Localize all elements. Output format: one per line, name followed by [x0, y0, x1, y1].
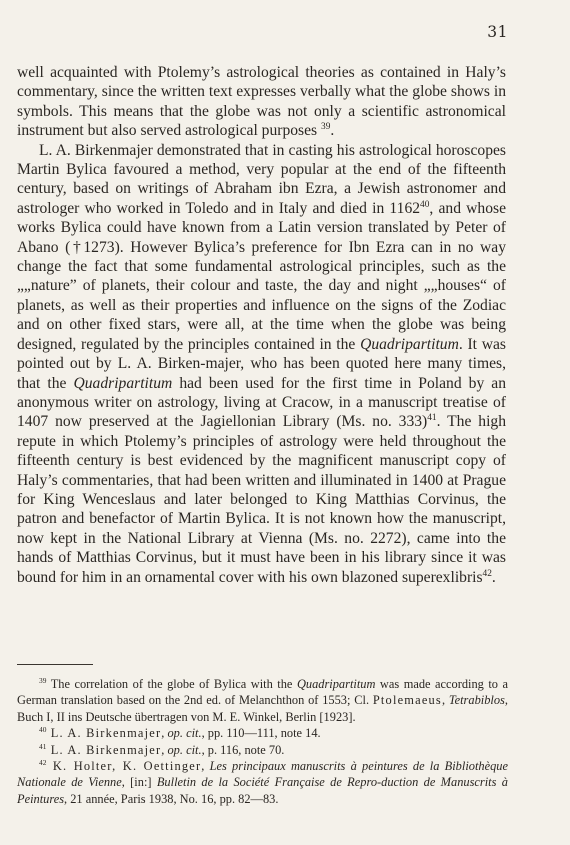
footnote-ref-40[interactable]: 40: [420, 199, 430, 210]
footnote-42: $^{42}$ K. Holter, K. Oettinger, Les principaux manuscrits à peintures de la Bibliothèque Nationale de Vienne, [in:] Bulletin de la Société Française de Repro-duction de Manuscrits à Peintures, 21 année, Paris 1938, No. 16, pp. 82—83.: [17, 757, 508, 806]
page-number: 31: [487, 23, 508, 41]
footnote-separator: [17, 664, 93, 665]
title-quadripartitum: Quadripartitum: [73, 374, 173, 392]
footnote-ref-41[interactable]: 41: [427, 413, 437, 424]
footnote-40: $^{40}$ L. A. Birkenmajer, op. cit., pp. 110—111, note 14.: [39, 725, 321, 741]
footnote-39: $^{39}$ The correlation of the globe of Bylica with the Quadripartitum was made according to a German translation based on the 2nd ed. of Melanchthon of 1553; Cl. Ptolemaeus, Tetrabiblos, Buch I, II ins Deutsche übertragen von M. E. Winkel, Berlin [1923].: [17, 675, 509, 724]
paragraph-2: L. A. Birkenmajer demonstrated that in casting his astrological horoscopes Martin Bylica favoured a method, very popular at the end of the fifteenth century, based on writings of Abraham ibn Ezra, a Jewish astronomer and astrologer who worked in Toledo and in Italy and died in 1162$^{40}$, and whose works Bylica could have known from a Latin version translated by Peter of Abano (†1273). However Bylica’s preference for Ibn Ezra can in no way change the fact that some fundamental astrological principles, such as the „„nature” of planets, their colour and taste, the day and night „„houses“ of planets, as well as their properties and influence on the signs of the Zodiac and on other fixed stars, were all, at the time when the globe was being designed, regulated by the principles contained in the Quadripartitum. It was pointed out by L. A. Birken-majer, who has been quoted here many times, that the Quadripartitum had been used for the first time in Poland by an anonymous writer on astrology, living at Cracow, in a manuscript treatise of 1407 now preserved at the Jagiellonian Library (Ms. no. 333)$^{41}$. The high repute in which Ptolemy’s principles of astrology were held throughout the fifteenth century is best evidenced by the magnificent manuscript copy of Haly’s commentaries, that had been written and illuminated in 1400 at Prague for King Wenceslaus and later belonged to King Matthias Corvinus, the patron and benefactor of Martin Bylica. It is not known how the manuscript, now kept in the National Library at Vienna (Ms. no. 2272), came into the hands of Matthias Corvinus, but it must have been in his library since it was bound for him in an ornamental cover with his own blazoned superexlibris$^{42}$.: [17, 141, 506, 586]
body-text: [17, 63, 506, 587]
paragraph-1: well acquainted with Ptolemy’s astrological theories as contained in Haly’s commentary, since the written text expresses verbally what the globe shows in symbols. This means that the globe was not only a scientific astronomical instrument but also served astrological purposes $^{39}$.: [17, 64, 506, 140]
footnote-41: $^{41}$ L. A. Birkenmajer, op. cit., p. 116, note 70.: [39, 741, 285, 757]
footnote-ref-42[interactable]: 42: [482, 568, 492, 579]
footnotes: [17, 676, 508, 807]
title-quadripartitum: Quadripartitum: [360, 335, 459, 353]
footnote-ref-39[interactable]: 39: [321, 122, 331, 133]
